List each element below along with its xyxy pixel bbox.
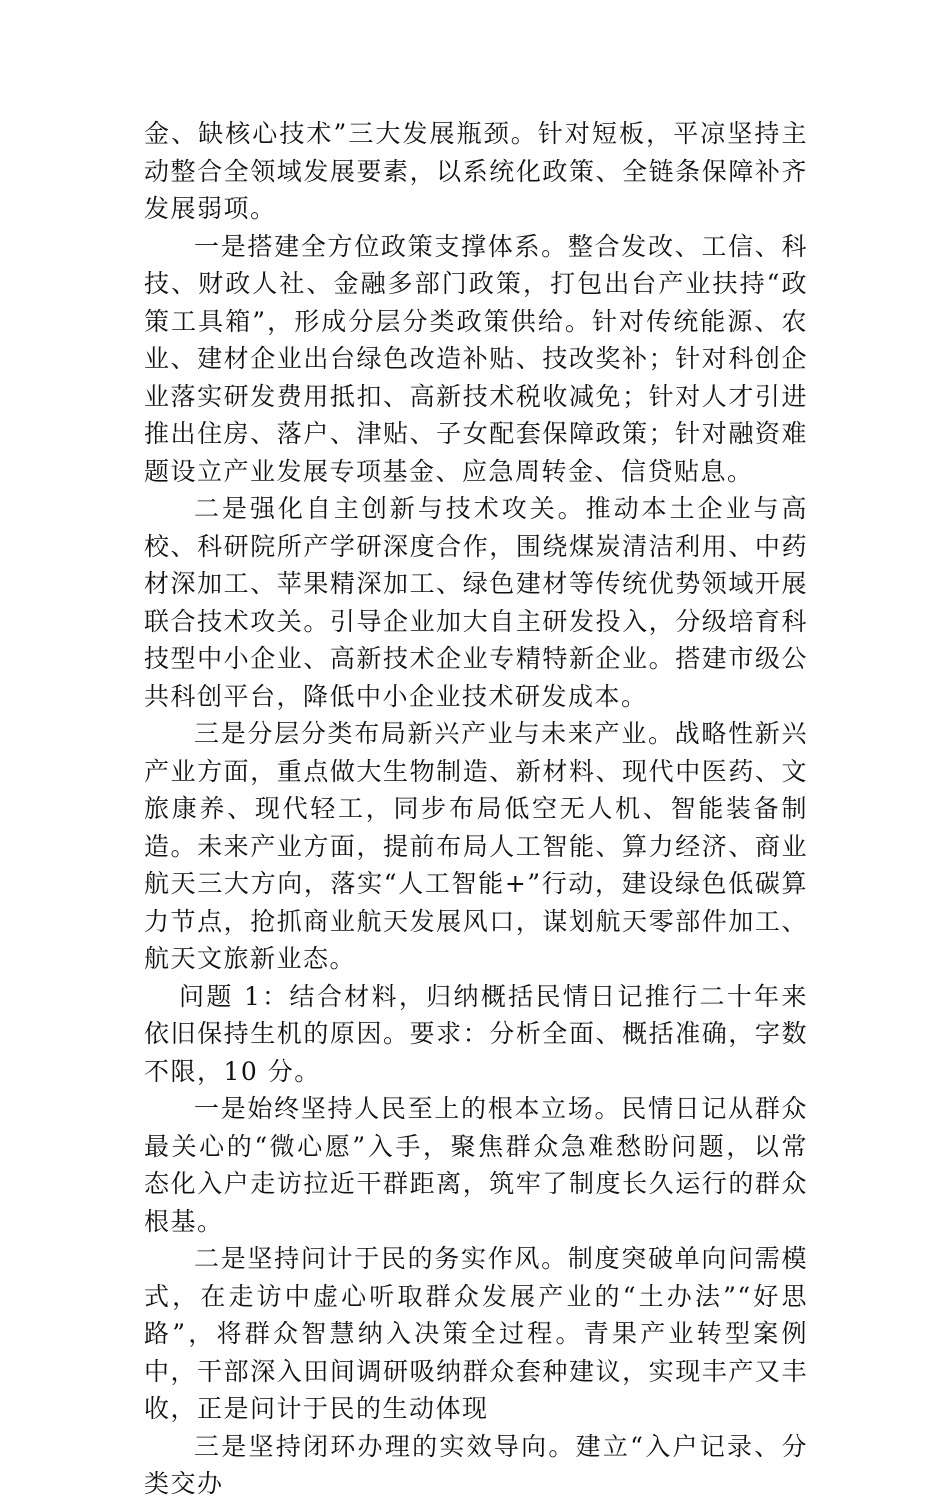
paragraph-answer-2: 二是坚持问计于民的务实作风。制度突破单向问需模式，在走访中虚心听取群众发展产业的“土办法”“好思路”，将群众智慧纳入决策全过程。青果产业转型案例中，干部深入田间调研吸纳群众套种建议，实现丰产又丰收，正是问计于民的生动体现 xyxy=(144,1244,808,1423)
paragraph-emerging-industries: 三是分层分类布局新兴产业与未来产业。战略性新兴产业方面，重点做大生物制造、新材料、现代中医药、文旅康养、现代轻工，同步布局低空无人机、智能装备制造。未来产业方面，提前布局人工智能、算力经济、商业航天三大方向，落实“人工智能+”行动，建设绿色低碳算力节点，抢抓商业航天发展风口，谋划航天零部件加工、航天文旅新业态。 xyxy=(144,719,808,973)
paragraph-intro: 金、缺核心技术”三大发展瓶颈。针对短板，平凉坚持主动整合全领域发展要素，以系统化政策、全链条保障补齐发展弱项。 xyxy=(144,119,808,223)
paragraph-innovation: 二是强化自主创新与技术攻关。推动本土企业与高校、科研院所产学研深度合作，围绕煤炭清洁利用、中药材深加工、苹果精深加工、绿色建材等传统优势领域开展联合技术攻关。引导企业加大自主研发投入，分级培育科技型中小企业、高新技术企业专精特新企业。搭建市级公共科创平台，降低中小企业技术研发成本。 xyxy=(144,494,808,711)
paragraph-answer-3: 三是坚持闭环办理的实效导向。建立“入户记录、分类交办 xyxy=(144,1431,808,1498)
paragraph-policy-system: 一是搭建全方位政策支撑体系。整合发改、工信、科技、财政人社、金融多部门政策，打包出台产业扶持“政策工具箱”，形成分层分类政策供给。针对传统能源、农业、建材企业出台绿色改造补贴、技改奖补；针对科创企业落实研发费用抵扣、高新技术税收减免；针对人才引进推出住房、落户、津贴、子女配套保障政策；针对融资难题设立产业发展专项基金、应急周转金、信贷贴息。 xyxy=(144,231,808,486)
question-1: 问题 1：结合材料，归纳概括民情日记推行二十年来依旧保持生机的原因。要求：分析全面、概括准确，字数不限，10 分。 xyxy=(144,981,808,1086)
document-page xyxy=(144,115,808,1503)
paragraph-answer-1: 一是始终坚持人民至上的根本立场。民情日记从群众最关心的“微心愿”入手，聚焦群众急难愁盼问题，以常态化入户走访拉近干群距离，筑牢了制度长久运行的群众根基。 xyxy=(144,1094,808,1236)
